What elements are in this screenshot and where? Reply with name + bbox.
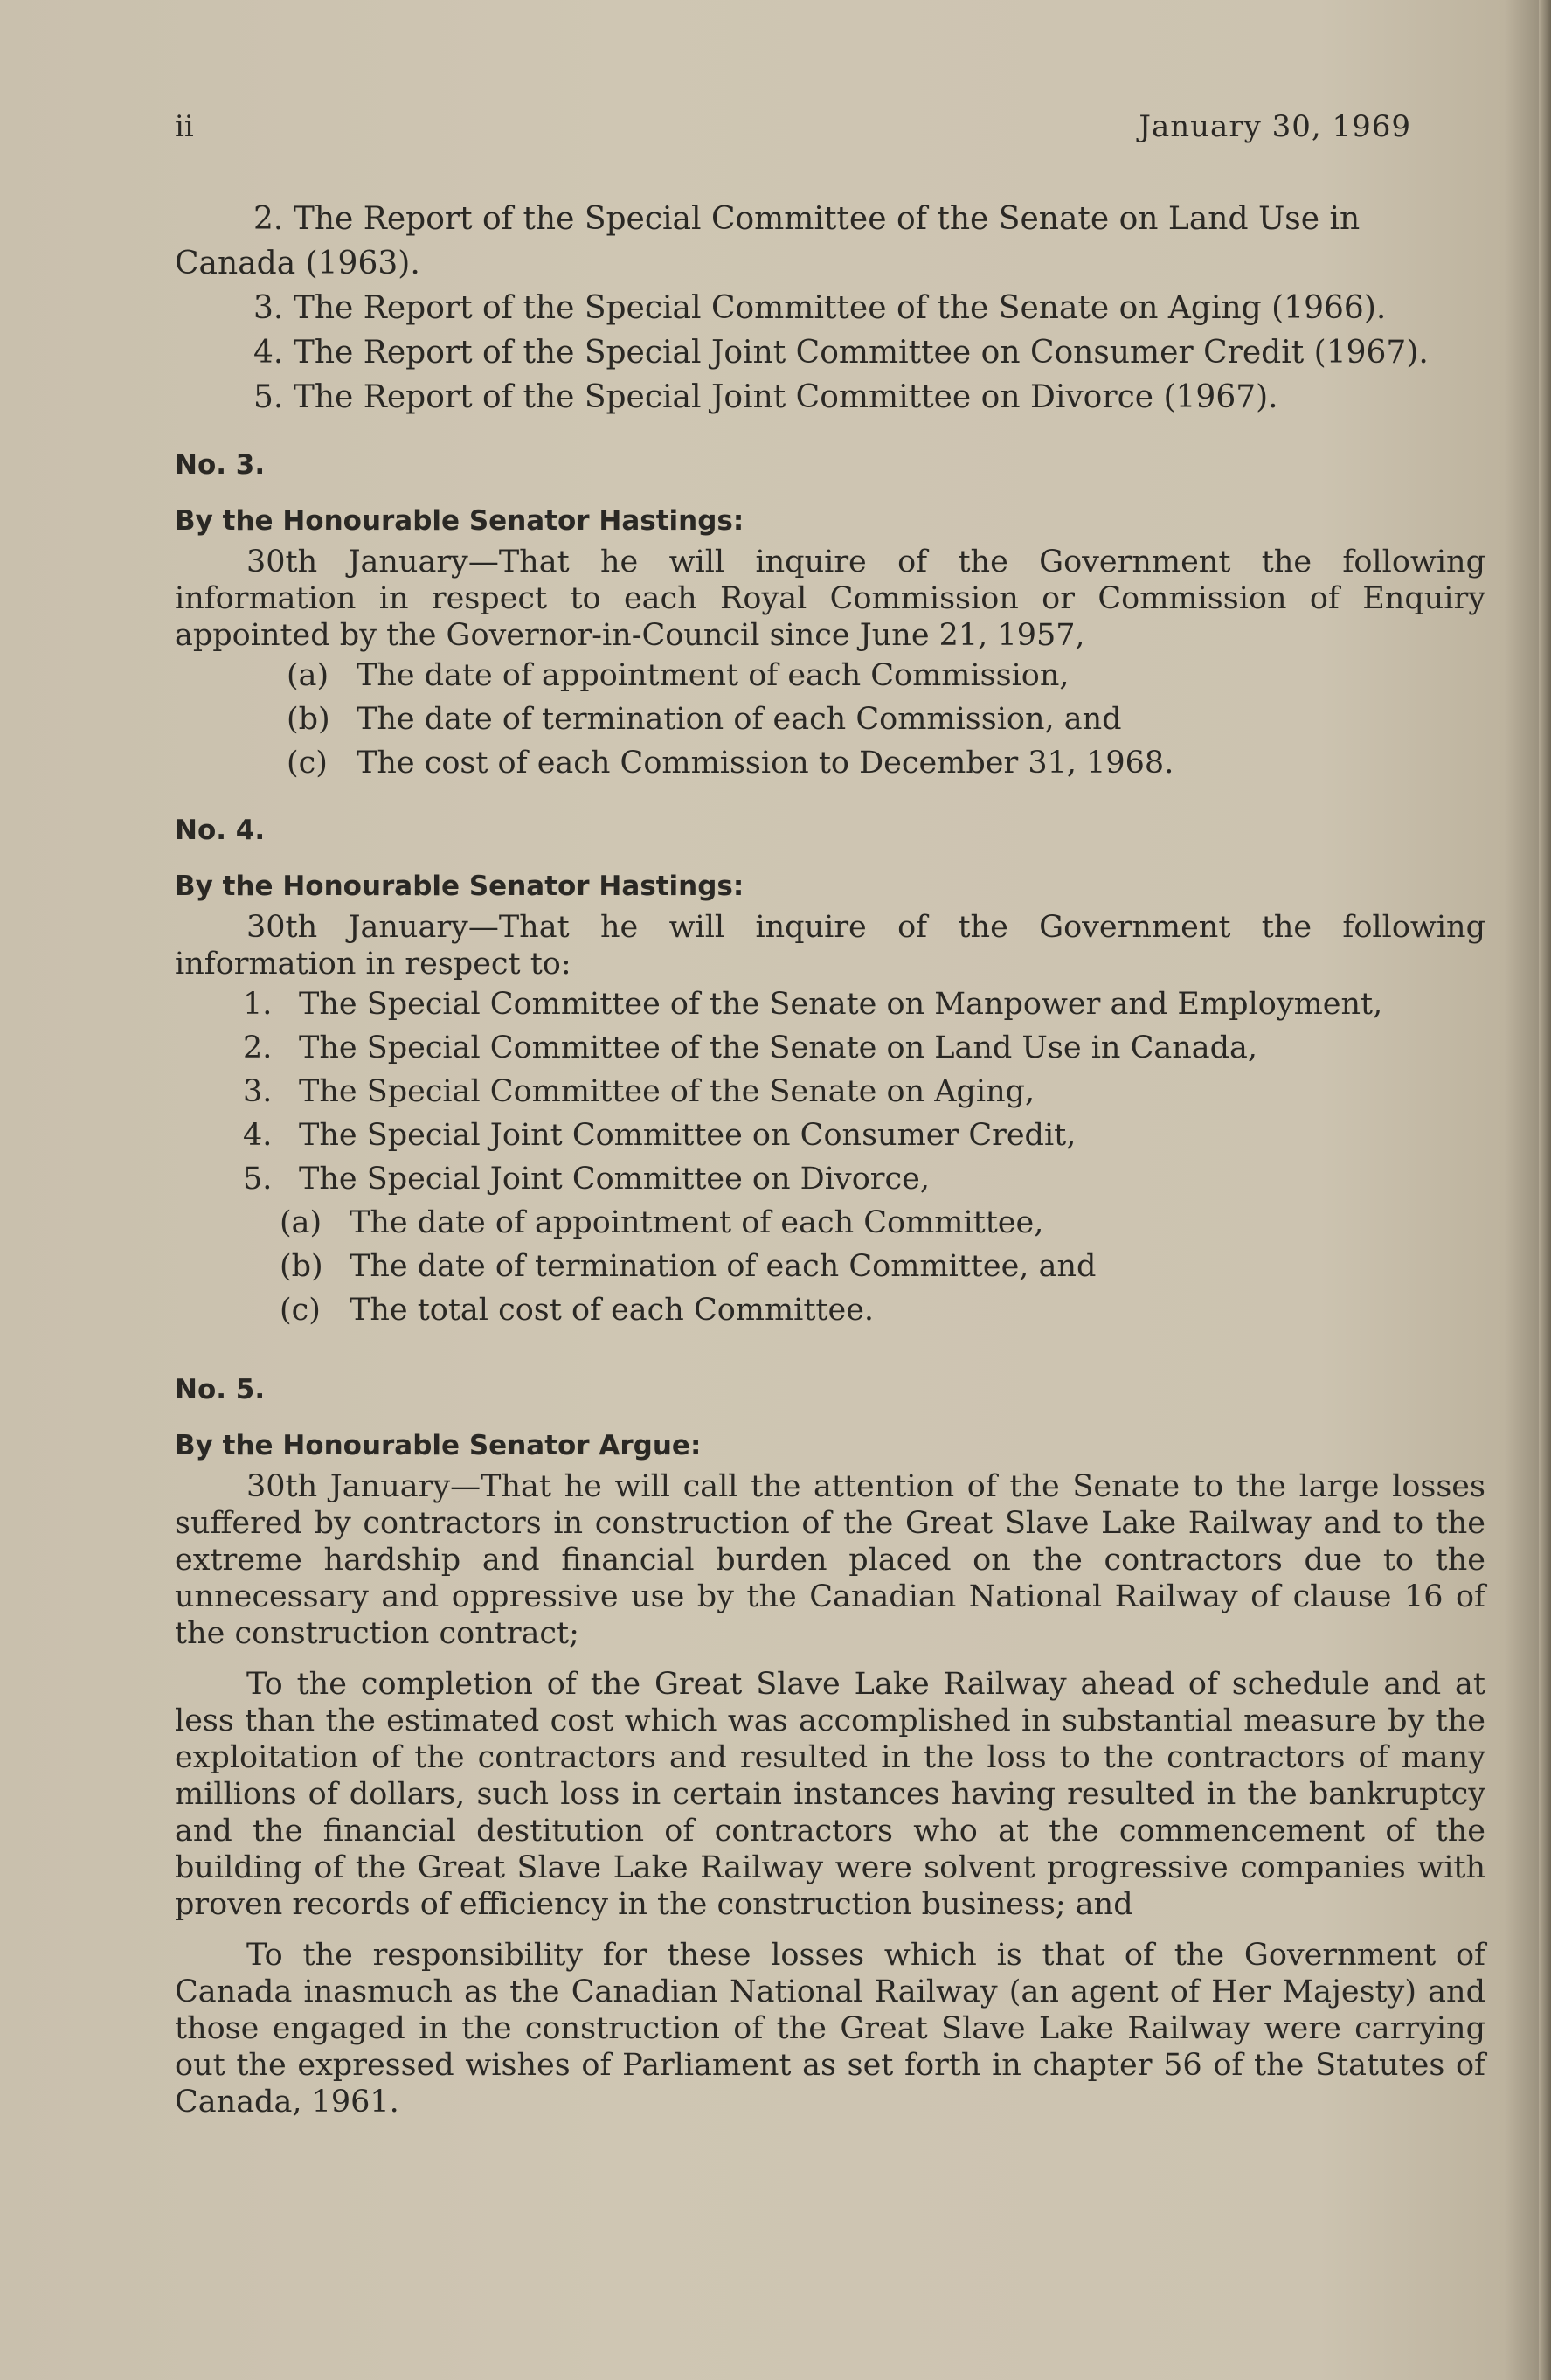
numbered-item: 4. The Special Joint Committee on Consumer Credit, [243,1118,1077,1153]
notice-3 [175,449,1485,785]
notice-paragraph: 30th January—That he will inquire of the Government the following information in respect to: [175,910,1485,982]
header-date: January 30, 1969 [1139,109,1411,144]
page-number: ii [175,109,194,144]
notice-5 [175,1374,1485,2120]
notice-number: No. 4. [175,815,266,846]
page-content [175,197,1485,2120]
notice-paragraph: 30th January—That he will inquire of the Government the following information in respect to each Royal Commission or Commission of Enquiry appointed by the Governor-in-Council since June 21, 1957, [175,545,1485,653]
list-item: 3. The Report of the Special Committee of the Senate on Aging (1966). [253,290,1387,326]
sub-item: (b) The date of termination of each Committee, and [280,1249,1097,1284]
notice-sponsor: By the Honourable Senator Argue: [175,1430,702,1461]
sub-item: (a) The date of appointment of each Commission, [287,658,1070,693]
notice-paragraph: To the responsibility for these losses which is that of the Government of Canada inasmuch as the Canadian National Railway (an agent of Her Majesty) and those engaged in the construction of the Great Slave Lake Railway were carrying out the expressed wishes of Parliament as set forth in chapter 56 of the Statutes of Canada, 1961. [175,1938,1485,2120]
list-item: 2. The Report of the Special Committee of the Senate on Land Use in Canada (1963). [175,201,1361,281]
notice-sponsor: By the Honourable Senator Hastings: [175,505,744,537]
numbered-item: 5. The Special Joint Committee on Divorce, [243,1162,930,1197]
numbered-item: 2. The Special Committee of the Senate on Land Use in Canada, [243,1030,1258,1065]
continued-list [175,197,1485,420]
notice-paragraph: To the completion of the Great Slave Lake Railway ahead of schedule and at less than the estimated cost which was accomplished in substantial measure by the exploitation of the contractors and resulted in the loss to the contractors of many millions of dollars, such loss in certain instances having resulted in the bankruptcy and the financial destitution of contractors who at the commencement of the building of the Great Slave Lake Railway were solvent progressive companies with proven records of efficiency in the construction business; and [175,1667,1485,1922]
list-item: 4. The Report of the Special Joint Committee on Consumer Credit (1967). [253,335,1429,371]
sub-item: (c) The total cost of each Committee. [280,1293,875,1328]
page-header [175,109,1481,153]
notice-sponsor: By the Honourable Senator Hastings: [175,871,744,902]
sub-item: (a) The date of appointment of each Committee, [280,1205,1044,1240]
list-item: 5. The Report of the Special Joint Committee on Divorce (1967). [253,379,1278,415]
numbered-item: 1. The Special Committee of the Senate on Manpower and Employment, [243,987,1383,1022]
notice-paragraph: 30th January—That he will call the attention of the Senate to the large losses suffered by contractors in construction of the Great Slave Lake Railway and to the extreme hardship and financial burden placed on the contractors due to the unnecessary and oppressive use by the Canadian National Railway of clause 16 of the construction contract; [175,1469,1485,1651]
sub-item: (b) The date of termination of each Commission, and [287,702,1122,737]
notice-4 [175,815,1485,1332]
notice-number: No. 5. [175,1374,266,1405]
notice-number: No. 3. [175,449,266,481]
page-edge-shadow [1539,0,1551,2380]
numbered-item: 3. The Special Committee of the Senate on Aging, [243,1074,1035,1109]
sub-item: (c) The cost of each Commission to December 31, 1968. [287,746,1174,781]
